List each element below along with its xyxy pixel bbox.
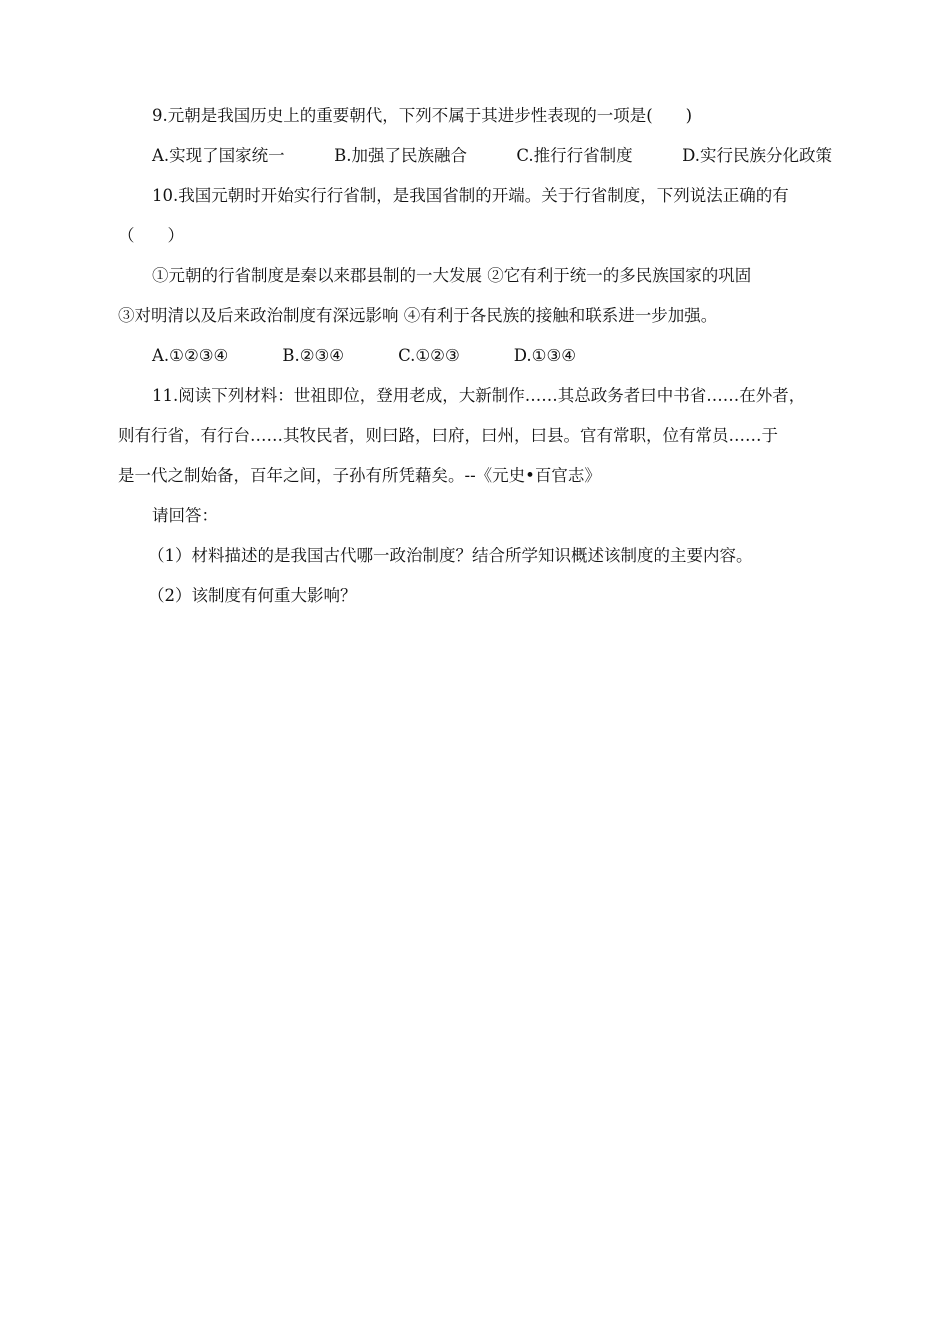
- q9-option-c: C.推行行省制度: [516, 146, 633, 165]
- q10-stem-line1: 10.我国元朝时开始实行行省制，是我国省制的开端。关于行省制度，下列说法正确的有: [152, 186, 789, 205]
- q10-option-c: C.①②③: [398, 346, 460, 365]
- q10-stem-line2: （ ）: [118, 226, 184, 245]
- q11-sub-question-1: （1）材料描述的是我国古代哪一政治制度？结合所学知识概述该制度的主要内容。: [148, 546, 753, 565]
- q11-material-line1: 11.阅读下列材料：世祖即位，登用老成，大新制作……其总政务者曰中书省……在外者，: [152, 386, 806, 405]
- q9-options: [152, 146, 832, 166]
- q9-option-b: B.加强了民族融合: [334, 146, 467, 165]
- q10-statement-line1: ①元朝的行省制度是秦以来郡县制的一大发展 ②它有利于统一的多民族国家的巩固: [152, 266, 752, 285]
- q11-sub-question-2: （2）该制度有何重大影响？: [148, 586, 357, 605]
- q9-stem: 9.元朝是我国历史上的重要朝代，下列不属于其进步性表现的一项是( ): [152, 106, 693, 125]
- q10-statement-line2: ③对明清以及后来政治制度有深远影响 ④有利于各民族的接触和联系进一步加强。: [118, 306, 718, 325]
- q9-option-d: D.实行民族分化政策: [682, 146, 832, 165]
- q10-option-d: D.①③④: [513, 346, 577, 365]
- q10-options: [152, 346, 630, 366]
- q11-material-line2: 则有行省，有行台……其牧民者，则曰路，曰府，曰州，曰县。官有常职，位有常员……于: [118, 426, 778, 445]
- q10-option-b: B.②③④: [282, 346, 345, 365]
- q10-option-a: A.①②③④: [152, 346, 229, 365]
- q11-prompt: 请回答：: [152, 506, 218, 525]
- q11-material-line3: 是一代之制始备，百年之间，子孙有所凭藉矣。--《元史•百官志》: [118, 466, 601, 485]
- q9-option-a: A.实现了国家统一: [152, 146, 285, 165]
